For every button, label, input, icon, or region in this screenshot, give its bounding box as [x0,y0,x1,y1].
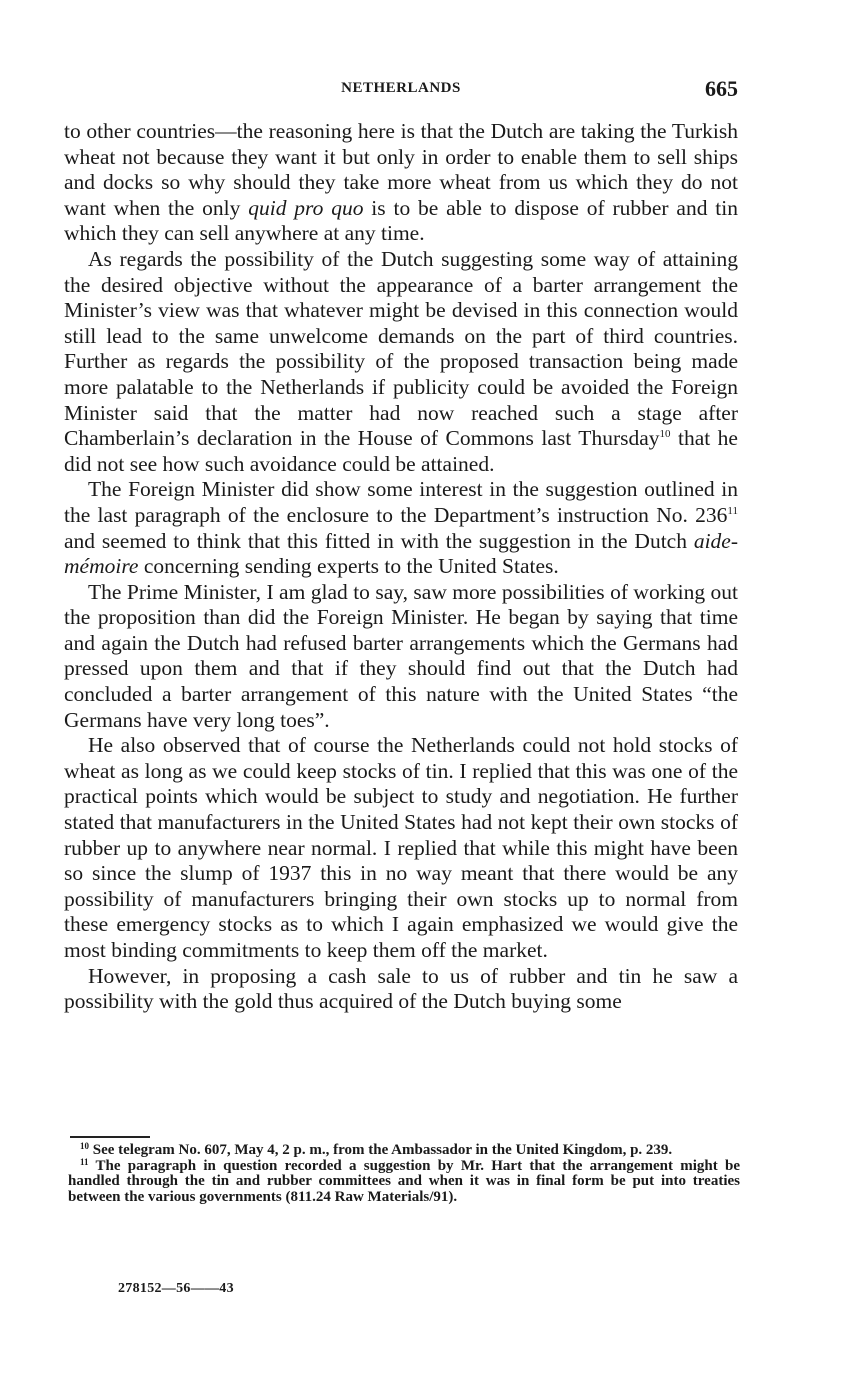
footnote-11 [68,1156,740,1206]
paragraph-3-mid: and seemed to think that this fitted in with the suggestion in the Dutch [64,528,694,553]
running-header [64,76,738,106]
paragraph-3-text: The Foreign Minister did show some interest in the suggestion outlined in the last paragraph of the enclosure to the Department’s instruction No. 236 [64,477,738,527]
footnote-11-text: The paragraph in question recorded a suggestion by Mr. Hart that the arrangement might be handled through the tin and rubber committees and when it was in final form be put into treaties between the various governments (811.24 Raw Materials/91). [68,1157,740,1205]
running-title: NETHERLANDS [341,80,461,96]
paragraph-1 [64,119,738,247]
footnote-divider [70,1136,150,1138]
footnote-10 [68,1143,740,1159]
page-number: 665 [705,76,738,101]
footnote-ref-11: 11 [727,504,738,517]
paragraph-3 [64,477,738,579]
paragraph-2 [64,247,738,477]
paragraph-4: The Prime Minister, I am glad to say, saw more possibilities of working out the proposition than did the Foreign Minister. He began by saying that time and again the Dutch had refused barter arrangements which the Germans had pressed upon them and that if they should find out that the Dutch had concluded a barter arrangement of this nature with the United States “the Germans have very long toes”. [64,579,738,732]
paragraph-6: However, in proposing a cash sale to us of rubber and tin he saw a possibility with the gold thus acquired of the Dutch buying some [64,963,738,1014]
body-text [64,119,738,1015]
paragraph-5: He also observed that of course the Netherlands could not hold stocks of wheat as long as we could keep stocks of tin. I replied that this was one of the practical points which would be subject to study and negotiation. He further stated that manufacturers in the United States had not kept their own stocks of rubber up to anywhere near normal. I replied that while this might have been so since the slump of 1937 this in no way meant that there would be any possibility of manufacturers bringing their own stocks up to normal from these emergency stocks as to which I again emphasized we would give the most binding commitments to keep them off the market. [64,733,738,962]
print-code: 278152—56——43 [118,1281,234,1296]
paragraph-1-text: to other countries—the reasoning here is that the Dutch are taking the Turkish wheat not because they want it but only in order to enable them to sell ships and docks so why should they take more wheat from us which they do not want when the only [64,119,738,220]
paragraph-3-end: concerning sending experts to the United States. [138,554,559,579]
paragraph-1-end: is to be able to dispose of rubber and tin which they can sell anywhere at any time. [64,195,739,246]
paragraph-3-italic: aide-mémoire [64,528,738,579]
footnote-10-marker: 10 [80,1141,89,1151]
paragraph-2-text: As regards the possibility of the Dutch suggesting some way of attaining the desired objective without the appearance of a barter arrangement the Minister’s view was that whatever might be devised in this connection would still lead to the same unwelcome demands on the part of third countries. Further as regards the possibility of the proposed transaction being made more palatable to the Netherlands if publicity could be avoided the Foreign Minister said that the matter had now reached such a stage after Chamberlain’s declaration in the House of Commons last Thursday [64,246,738,451]
paragraph-1-italic: quid pro quo [248,195,364,220]
footnotes [68,1143,740,1205]
footnote-ref-10: 10 [659,428,671,441]
footnote-11-marker: 11 [80,1156,89,1167]
footnote-10-text: See telegram No. 607, May 4, 2 p. m., from the Ambassador in the United Kingdom, p. 239. [89,1142,673,1158]
paragraph-2-end: that he did not see how such avoidance could be attained. [64,426,738,476]
